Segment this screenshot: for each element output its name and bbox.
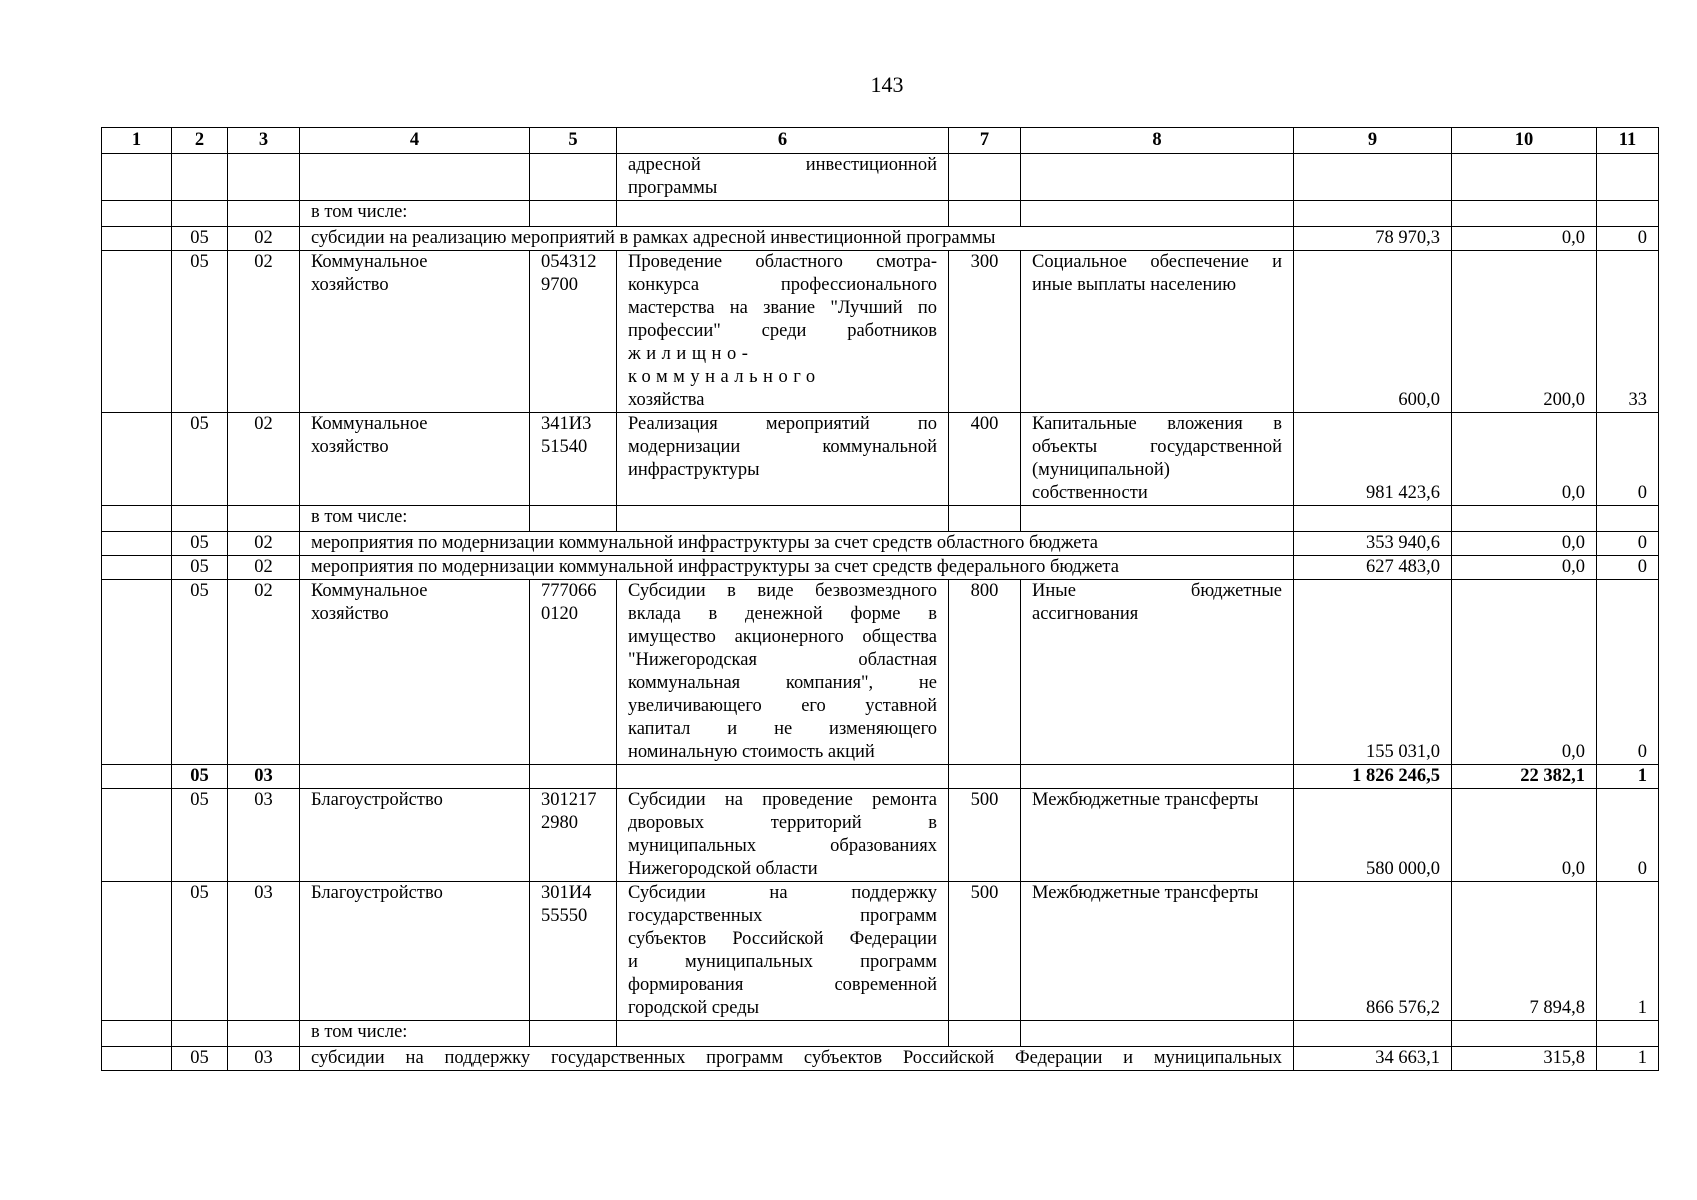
subsection-code: 02 <box>228 413 300 506</box>
desc-line: формирования современной <box>628 975 937 995</box>
empty-cell <box>1021 1021 1294 1047</box>
desc-line: Субсидии на поддержку <box>628 883 937 903</box>
empty-cell <box>530 765 617 789</box>
subsection-code: 03 <box>228 789 300 882</box>
desc-line: муниципальных образованиях <box>628 836 937 856</box>
code-part: 777066 <box>541 581 597 601</box>
subsection-name: Благоустройство <box>300 882 530 1021</box>
empty-cell <box>617 506 949 532</box>
empty-cell <box>949 201 1021 227</box>
amount-cell: 580 000,0 <box>1294 789 1452 882</box>
desc-line: модернизации коммунальной <box>628 437 937 457</box>
empty-cell <box>172 1021 228 1047</box>
desc-line: объекты государственной <box>1032 437 1282 457</box>
amount-cell: 0 <box>1597 556 1659 580</box>
empty-cell <box>172 506 228 532</box>
section-code: 05 <box>172 556 228 580</box>
desc-line: имущество акционерного общества <box>628 627 937 647</box>
empty-cell <box>1021 201 1294 227</box>
amount-cell: 866 576,2 <box>1294 882 1452 1021</box>
total-amount: 1 <box>1597 765 1659 789</box>
col-header: 4 <box>300 128 530 154</box>
table-row <box>102 532 1659 556</box>
empty-cell <box>172 201 228 227</box>
desc-line: Проведение областного смотра- <box>628 252 937 272</box>
span-description: субсидии на реализацию мероприятий в рамках адресной инвестиционной программы <box>300 227 1294 251</box>
code-part: 9700 <box>541 275 578 295</box>
amount-cell: 353 940,6 <box>1294 532 1452 556</box>
empty-cell <box>1452 201 1597 227</box>
desc-line: Субсидии на проведение ремонта <box>628 790 937 810</box>
section-code: 05 <box>172 580 228 765</box>
empty-cell <box>102 882 172 1021</box>
empty-cell <box>617 765 949 789</box>
empty-cell <box>228 201 300 227</box>
code-part: 054312 <box>541 252 597 272</box>
col-header: 1 <box>102 128 172 154</box>
empty-cell <box>102 532 172 556</box>
subsection-code: 02 <box>228 556 300 580</box>
desc-line: Социальное обеспечение и <box>1032 252 1282 272</box>
table-row <box>102 789 1659 882</box>
empty-cell <box>102 556 172 580</box>
empty-cell <box>949 154 1021 201</box>
expense-type-code: 500 <box>949 789 1021 882</box>
description-cell <box>617 413 949 506</box>
target-code <box>530 580 617 765</box>
desc-line: иные выплаты населению <box>1032 275 1237 295</box>
desc-line: субъектов Российской Федерации <box>628 929 937 949</box>
col-header: 6 <box>617 128 949 154</box>
subtotal-label: в том числе: <box>300 506 530 532</box>
empty-cell <box>300 765 530 789</box>
section-code: 05 <box>172 413 228 506</box>
empty-cell <box>1021 154 1294 201</box>
target-code <box>530 882 617 1021</box>
col-header: 2 <box>172 128 228 154</box>
desc-line: Капитальные вложения в <box>1032 414 1282 434</box>
empty-cell <box>102 789 172 882</box>
table-row <box>102 882 1659 1021</box>
amount-cell: 0,0 <box>1452 227 1597 251</box>
code-part: 301217 <box>541 790 597 810</box>
desc-line: Межбюджетные трансферты <box>1032 883 1259 903</box>
subsection-code: 02 <box>228 580 300 765</box>
desc-line: Реализация мероприятий по <box>628 414 937 434</box>
empty-cell <box>102 580 172 765</box>
budget-table <box>101 127 1659 1071</box>
amount-cell: 0 <box>1597 580 1659 765</box>
empty-cell <box>617 201 949 227</box>
section-code: 05 <box>172 532 228 556</box>
empty-cell <box>1294 154 1452 201</box>
page-number: 143 <box>870 72 904 97</box>
empty-cell <box>102 765 172 789</box>
expense-type-name <box>1021 251 1294 413</box>
empty-cell <box>617 1021 949 1047</box>
empty-cell <box>530 201 617 227</box>
desc-line: городской среды <box>628 998 760 1018</box>
empty-cell <box>102 506 172 532</box>
amount-cell: 200,0 <box>1452 251 1597 413</box>
empty-cell <box>172 154 228 201</box>
desc-line: капитал и не изменяющего <box>628 719 937 739</box>
desc-line: инфраструктуры <box>628 460 760 480</box>
subsection-name: Благоустройство <box>300 789 530 882</box>
empty-cell <box>1597 201 1659 227</box>
col-header: 5 <box>530 128 617 154</box>
amount-cell: 0,0 <box>1452 556 1597 580</box>
empty-cell <box>102 251 172 413</box>
target-code <box>530 413 617 506</box>
empty-cell <box>530 506 617 532</box>
span-description: мероприятия по модернизации коммунальной инфраструктуры за счет средств федерального бюджета <box>300 556 1294 580</box>
amount-cell: 155 031,0 <box>1294 580 1452 765</box>
empty-cell <box>1452 1021 1597 1047</box>
empty-cell <box>1597 1021 1659 1047</box>
subsection-code: 03 <box>228 882 300 1021</box>
description-cell <box>617 789 949 882</box>
empty-cell <box>1452 154 1597 201</box>
subsection-code: 02 <box>228 532 300 556</box>
amount-cell: 0 <box>1597 789 1659 882</box>
span-description: субсидии на поддержку государственных программ субъектов Российской Федерации и муниципальных <box>300 1047 1294 1071</box>
desc-line: "Нижегородская областная <box>628 650 937 670</box>
section-code: 05 <box>172 765 228 789</box>
empty-cell <box>102 154 172 201</box>
table-row <box>102 251 1659 413</box>
desc-line: Иные бюджетные <box>1032 581 1282 601</box>
empty-cell <box>949 765 1021 789</box>
empty-cell <box>1294 506 1452 532</box>
empty-cell <box>1021 506 1294 532</box>
expense-type-code: 800 <box>949 580 1021 765</box>
section-code: 05 <box>172 1047 228 1071</box>
empty-cell <box>102 1047 172 1071</box>
desc-line: Межбюджетные трансферты <box>1032 790 1259 810</box>
amount-cell: 0,0 <box>1452 580 1597 765</box>
col-header: 11 <box>1597 128 1659 154</box>
table-row <box>102 413 1659 506</box>
amount-cell: 0 <box>1597 227 1659 251</box>
subsection-code: 03 <box>228 765 300 789</box>
total-amount: 22 382,1 <box>1452 765 1597 789</box>
code-part: 2980 <box>541 813 578 833</box>
empty-cell <box>530 154 617 201</box>
table-row <box>102 1047 1659 1071</box>
subsection-name: Коммунальное хозяйство <box>300 413 530 506</box>
total-amount: 1 826 246,5 <box>1294 765 1452 789</box>
expense-type-name <box>1021 413 1294 506</box>
expense-type-code: 500 <box>949 882 1021 1021</box>
amount-cell: 1 <box>1597 882 1659 1021</box>
col-header: 3 <box>228 128 300 154</box>
table-row <box>102 765 1659 789</box>
description-cell <box>617 882 949 1021</box>
subtotal-label: в том числе: <box>300 1021 530 1047</box>
empty-cell <box>228 506 300 532</box>
desc-line: вклада в денежной форме в <box>628 604 937 624</box>
table-row <box>102 1021 1659 1047</box>
code-part: 0120 <box>541 604 578 624</box>
header-row <box>102 128 1659 154</box>
empty-cell <box>102 227 172 251</box>
desc-word: инвестиционной <box>805 155 937 175</box>
empty-cell <box>1294 1021 1452 1047</box>
target-code <box>530 251 617 413</box>
subsection-code: 02 <box>228 251 300 413</box>
amount-cell: 0,0 <box>1452 532 1597 556</box>
empty-cell <box>228 154 300 201</box>
subsection-name: Коммунальное хозяйство <box>300 251 530 413</box>
amount-cell: 0,0 <box>1452 789 1597 882</box>
desc-line: и муниципальных программ <box>628 952 937 972</box>
empty-cell <box>1021 765 1294 789</box>
amount-cell: 627 483,0 <box>1294 556 1452 580</box>
desc-line: коммунальная компания", не <box>628 673 937 693</box>
desc-line: Субсидии в виде безвозмездного <box>628 581 937 601</box>
code-part: 51540 <box>541 437 588 457</box>
section-code: 05 <box>172 882 228 1021</box>
amount-cell: 0 <box>1597 413 1659 506</box>
desc-line: ассигнования <box>1032 604 1139 624</box>
desc-line: мастерства на звание "Лучший по <box>628 298 937 318</box>
expense-type-name <box>1021 580 1294 765</box>
description-cell <box>617 580 949 765</box>
amount-cell: 0,0 <box>1452 413 1597 506</box>
col-header: 8 <box>1021 128 1294 154</box>
subtotal-label: в том числе: <box>300 201 530 227</box>
table-row <box>102 506 1659 532</box>
table-row <box>102 154 1659 201</box>
desc-line: государственных программ <box>628 906 937 926</box>
desc-line: собственности <box>1032 483 1148 503</box>
desc-line: конкурса профессионального <box>628 275 937 295</box>
code-part: 55550 <box>541 906 588 926</box>
desc-line: увеличивающего его уставной <box>628 696 937 716</box>
code-part: 341И3 <box>541 414 592 434</box>
table-row <box>102 580 1659 765</box>
desc-line: (муниципальной) <box>1032 460 1170 480</box>
col-header: 7 <box>949 128 1021 154</box>
amount-cell: 1 <box>1597 1047 1659 1071</box>
subsection-name: Коммунальное хозяйство <box>300 580 530 765</box>
empty-cell <box>102 1021 172 1047</box>
empty-cell <box>228 1021 300 1047</box>
empty-cell <box>1294 201 1452 227</box>
amount-cell: 34 663,1 <box>1294 1047 1452 1071</box>
table-row <box>102 201 1659 227</box>
empty-cell <box>1597 506 1659 532</box>
empty-cell <box>1452 506 1597 532</box>
span-description: мероприятия по модернизации коммунальной инфраструктуры за счет средств областного бюджета <box>300 532 1294 556</box>
target-code <box>530 789 617 882</box>
empty-cell <box>1597 154 1659 201</box>
amount-cell: 78 970,3 <box>1294 227 1452 251</box>
expense-type-name <box>1021 882 1294 1021</box>
table-row <box>102 227 1659 251</box>
subsection-code: 02 <box>228 227 300 251</box>
desc-line: жилищно-коммунального <box>628 344 821 387</box>
desc-word: адресной <box>628 155 701 175</box>
amount-cell: 981 423,6 <box>1294 413 1452 506</box>
empty-cell <box>102 413 172 506</box>
col-header: 9 <box>1294 128 1452 154</box>
amount-cell: 7 894,8 <box>1452 882 1597 1021</box>
section-code: 05 <box>172 227 228 251</box>
desc-line: хозяйства <box>628 390 705 410</box>
col-header: 10 <box>1452 128 1597 154</box>
amount-cell: 600,0 <box>1294 251 1452 413</box>
expense-type-name <box>1021 789 1294 882</box>
section-code: 05 <box>172 251 228 413</box>
empty-cell <box>949 1021 1021 1047</box>
expense-type-code: 400 <box>949 413 1021 506</box>
empty-cell <box>949 506 1021 532</box>
code-part: 301И4 <box>541 883 592 903</box>
section-code: 05 <box>172 789 228 882</box>
description-cell <box>617 154 949 201</box>
amount-cell: 0 <box>1597 532 1659 556</box>
desc-line: Нижегородской области <box>628 859 818 879</box>
table-row <box>102 556 1659 580</box>
empty-cell <box>102 201 172 227</box>
desc-line: номинальную стоимость акций <box>628 742 875 762</box>
empty-cell <box>530 1021 617 1047</box>
desc-line: дворовых территорий в <box>628 813 937 833</box>
description-cell <box>617 251 949 413</box>
subsection-code: 03 <box>228 1047 300 1071</box>
desc-line: программы <box>628 178 718 198</box>
empty-cell <box>300 154 530 201</box>
amount-cell: 315,8 <box>1452 1047 1597 1071</box>
amount-cell: 33 <box>1597 251 1659 413</box>
expense-type-code: 300 <box>949 251 1021 413</box>
desc-line: профессии" среди работников <box>628 321 937 341</box>
